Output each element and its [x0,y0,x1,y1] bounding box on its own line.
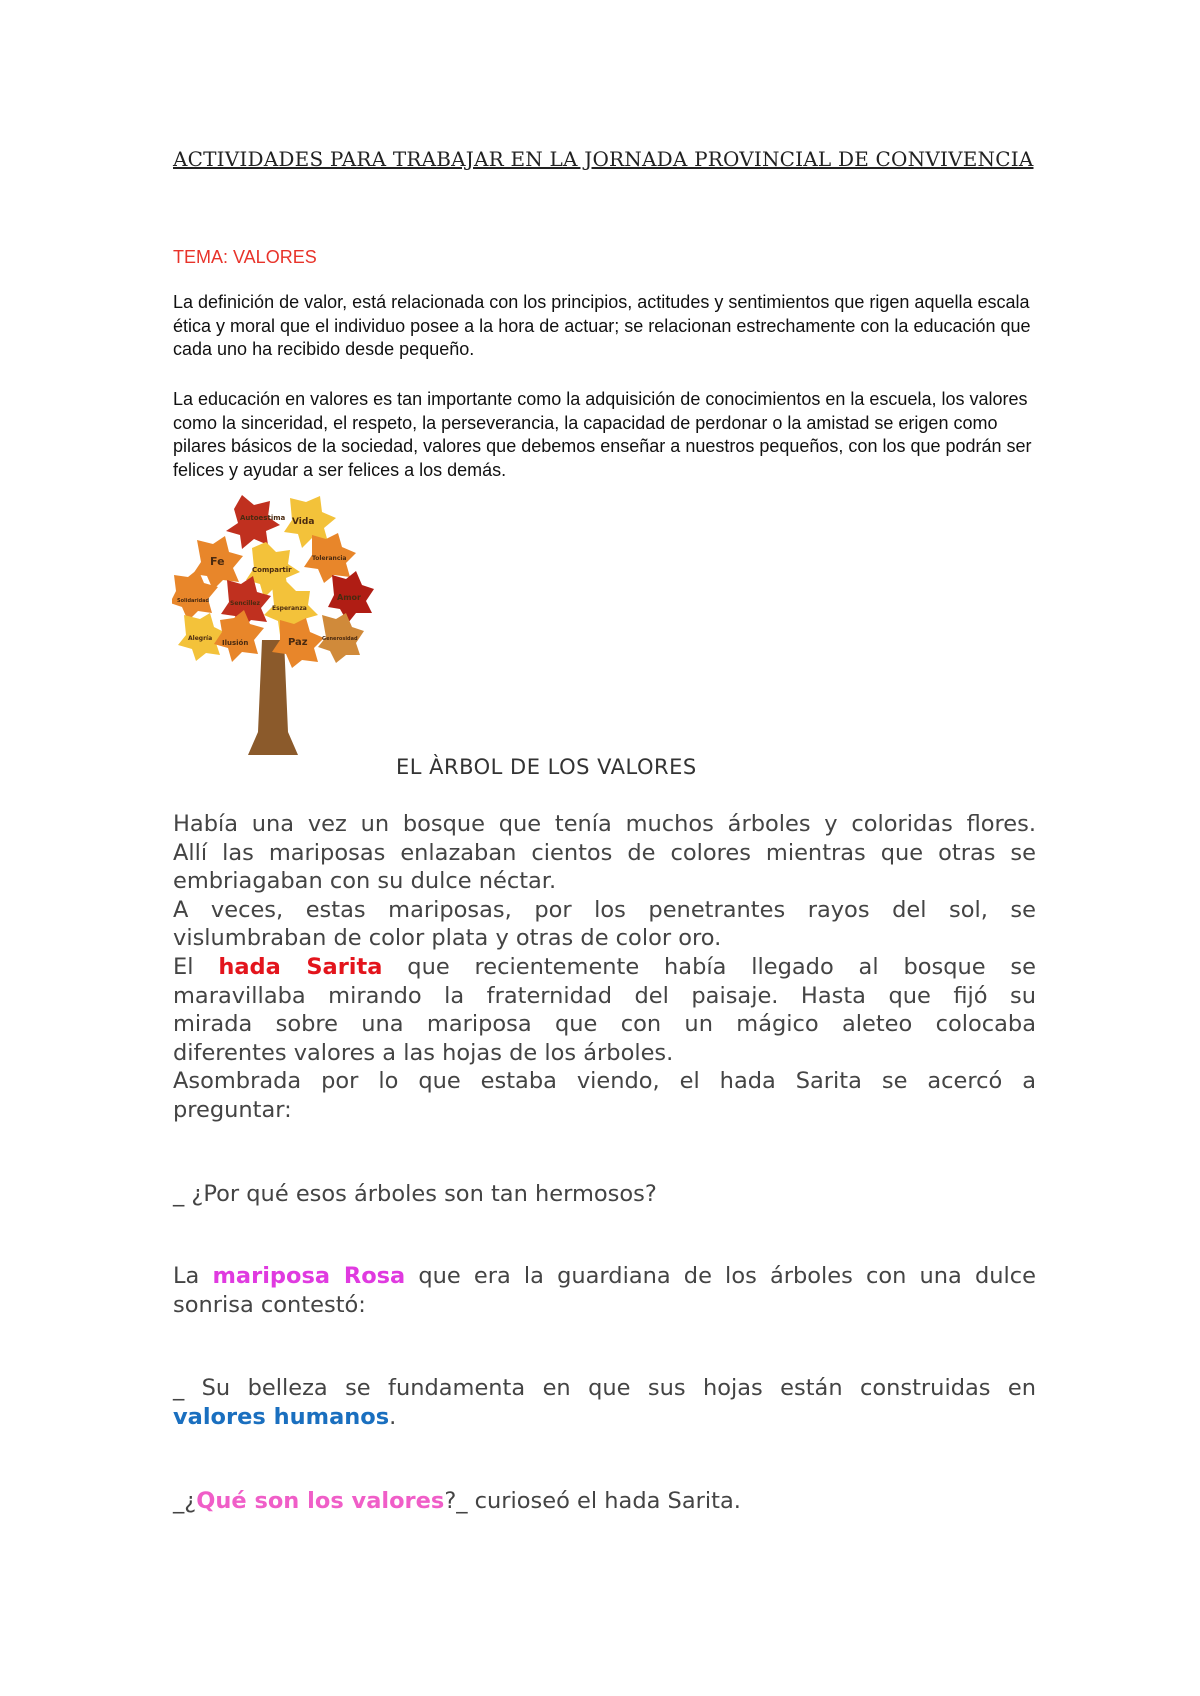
story-line: diferentes valores a las hojas de los árboles. [173,1039,674,1066]
intro-paragraph-2: La educación en valores es tan importante como la adquisición de conocimientos en la escuela, los valores como la sinceridad, el respeto, la perseverancia, la capacidad de perdonar o la amistad se erigen como pilares básicos de la sociedad, valores que debemos enseñar a nuestros pequeños, con los que podrán ser felices y ayudar a ser felices a los demás. [173,389,1032,480]
story-line: Había una vez un bosque que tenía muchos árboles y coloridas flores. [173,811,1036,837]
dialogue-answer [173,1374,1036,1431]
story-line: La mariposa Rosa que era la guardiana de los árboles con una dulce [173,1263,1036,1289]
story-line: A veces, estas mariposas, por los penetrantes rayos del sol, se [173,896,1036,923]
character-name-mariposa-rosa: mariposa Rosa [212,1263,406,1289]
story-line: preguntar: [173,1096,292,1123]
leaf-label: Tolerancia [312,555,347,562]
story-paragraph [173,810,1036,1125]
leaf-label: Fe [210,555,225,568]
story-line: valores humanos. [173,1403,397,1430]
dialogue-narration [173,1262,1036,1319]
character-name-hada-sarita: hada Sarita [218,953,383,980]
leaf-label: Sencillez [230,600,260,607]
story-title: EL ÀRBOL DE LOS VALORES [396,755,697,779]
intro-paragraph-1: La definición de valor, está relacionada con los principios, actitudes y sentimientos que rigen aquella escala ética y moral que el individuo posee a la hora de actuar; se relacionan estrechamente con la educación que cada uno ha recibido desde pequeño. [173,292,1031,359]
leaf-label: Vida [292,517,315,527]
story-line: vislumbraban de color plata y otras de color oro. [173,925,722,952]
document-title: ACTIVIDADES PARA TRABAJAR EN LA JORNADA PROVINCIAL DE CONVIVENCIA [173,147,1034,171]
highlight-que-son-los-valores: Qué son los valores [196,1488,445,1514]
leaf-label: Alegría [188,635,213,642]
story-line: Allí las mariposas enlazaban cientos de colores mientras que otras se [173,839,1036,866]
story-line: sonrisa contestó: [173,1291,366,1318]
leaf-label: Autoestima [240,514,286,522]
story-line: El hada Sarita que recientemente había llegado al bosque se [173,953,1036,980]
story-line: _ Su belleza se fundamenta en que sus hojas están construidas en [173,1375,1036,1401]
leaf-label: Compartir [252,566,292,574]
dialogue-question-1: _ ¿Por qué esos árboles son tan hermosos? [173,1181,657,1207]
leaf [226,495,280,549]
leaf-label: Generosidad [322,636,358,642]
story-line: embriagaban con su dulce néctar. [173,868,557,895]
leaf-label: Amor [337,593,361,602]
story-line: Asombrada por lo que estaba viendo, el hada Sarita se acercó a [173,1068,1036,1095]
leaf-label: Esperanza [272,605,307,612]
leaf-label: Paz [288,637,308,648]
leaf-label: Solidaridad [177,598,210,604]
leaf-label: Ilusión [222,639,249,647]
dialogue-question-2: _¿Qué son los valores?_ curioseó el hada Sarita. [173,1488,741,1514]
tree-of-values-illustration [172,490,392,770]
highlight-valores-humanos: valores humanos [173,1403,390,1430]
story-line: maravillaba mirando la fraternidad del paisaje. Hasta que fijó su [173,982,1036,1009]
topic-heading: TEMA: VALORES [173,247,317,267]
story-line: mirada sobre una mariposa que con un mágico aleteo colocaba [173,1011,1036,1038]
